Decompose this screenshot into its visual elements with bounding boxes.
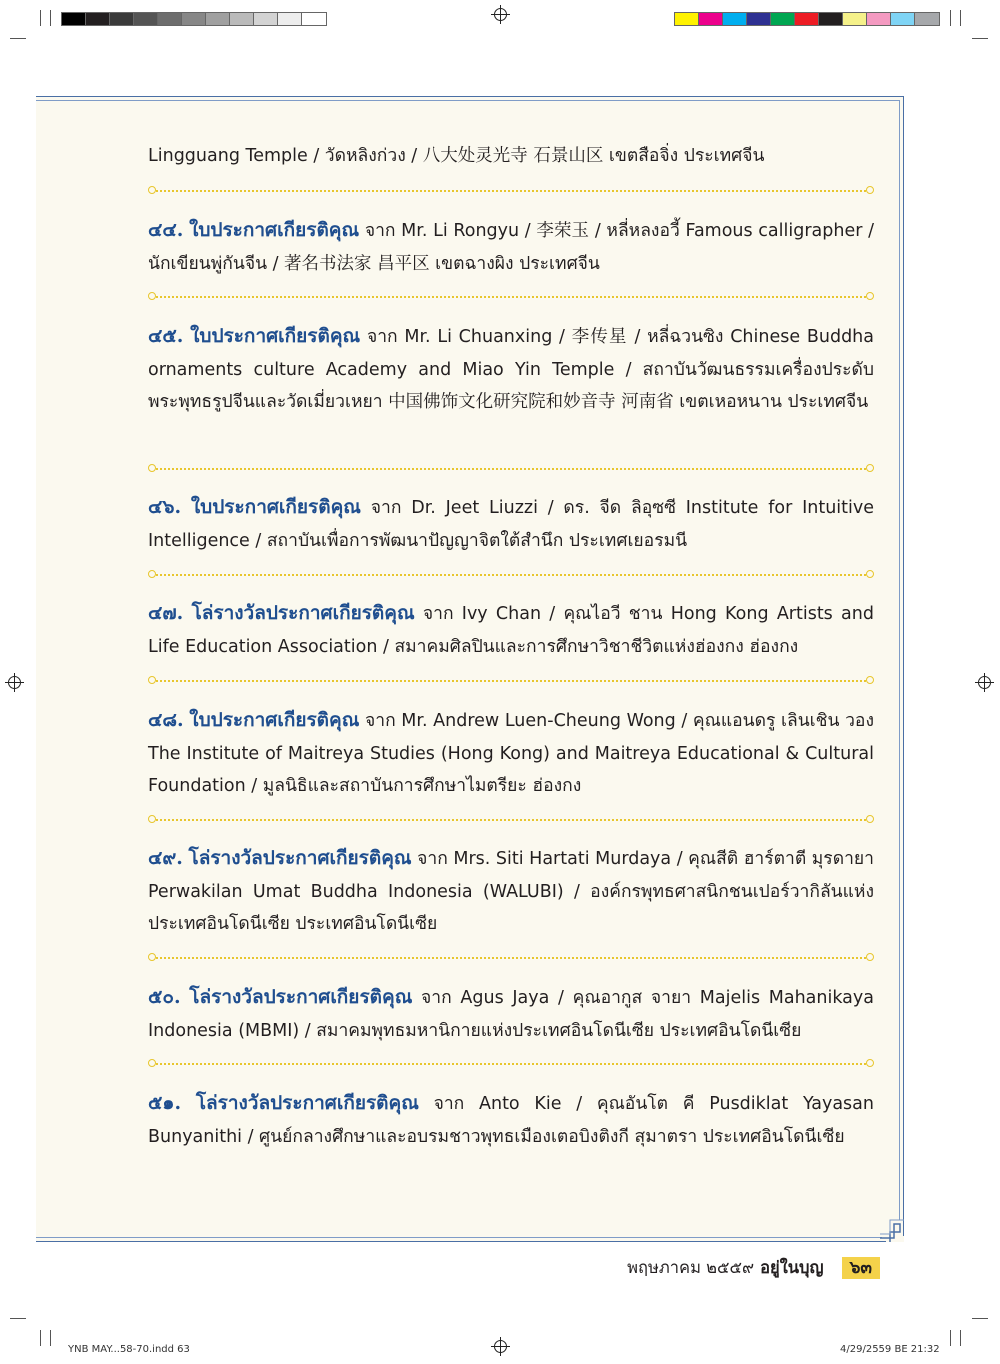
issue-date: พฤษภาคม ๒๕๕๙ xyxy=(627,1258,755,1277)
entry-text: จาก Dr. Jeet Liuzzi / ดร. จีด ลิอุซซี Institute for Intuitive Intelligence / สถาบันเพื่อการพัฒนาปัญญาจิตใต้สำนึก ประเทศเยอรมนี xyxy=(148,498,874,551)
entry-text: จาก Agus Jaya / คุณอากูส จายา Majelis Mahanikaya Indonesia (MBMI) / สมาคมพุทธมหานิกายแห่งประเทศอินโดนีเซีย ประเทศอินโดนีเซีย xyxy=(148,988,874,1041)
entry-number: ๔๖. xyxy=(148,496,182,518)
frame-border xyxy=(36,1237,882,1238)
frame-border xyxy=(36,1241,886,1242)
page-number: ๖๓ xyxy=(842,1257,880,1279)
registration-mark-icon xyxy=(8,676,21,689)
crop-mark xyxy=(950,10,951,26)
entry-title: โล่รางวัลประกาศเกียรติคุณ xyxy=(195,1092,419,1114)
entry-title: ใบประกาศเกียรติคุณ xyxy=(189,709,360,731)
crop-mark xyxy=(950,1330,951,1346)
calibration-swatch xyxy=(254,13,278,25)
entry-number: ๔๙. xyxy=(148,847,183,869)
frame-border xyxy=(903,96,904,1236)
calibration-swatch xyxy=(843,13,867,25)
calibration-swatch xyxy=(302,13,326,25)
crop-mark xyxy=(40,10,41,26)
crop-mark xyxy=(50,1330,51,1346)
dotted-divider xyxy=(148,570,874,580)
calibration-swatch xyxy=(158,13,182,25)
calibration-swatch xyxy=(795,13,819,25)
dotted-divider xyxy=(148,676,874,686)
print-slug-timestamp: 4/29/2559 BE 21:32 xyxy=(840,1344,940,1355)
calibration-swatch xyxy=(771,13,795,25)
crop-mark xyxy=(40,1330,41,1346)
frame-border xyxy=(899,100,900,1220)
dotted-divider xyxy=(148,292,874,302)
entry-text: Lingguang Temple / วัดหลิงก่วง / 八大处灵光寺 石景山区 เขตสือจิ่ง ประเทศจีน xyxy=(148,146,765,166)
calibration-swatch xyxy=(699,13,723,25)
entry-text: จาก Mr. Li Chuanxing / 李传星 / หลี่ฉวนซิง Chinese Buddha ornaments culture Academy and Miao Yin Temple / สถาบันวัฒนธรรมเครื่องประดับพระพุทธรูปจีนและวัดเมี่ยวเหยา 中国佛饰文化研究院和妙音寺 河南省 เขตเหอหนาน ประเทศจีน xyxy=(148,327,874,412)
entry-number: ๔๔. xyxy=(148,219,184,241)
entry-number: ๕๑. xyxy=(148,1092,182,1114)
list-item xyxy=(148,842,874,941)
crop-mark xyxy=(50,10,51,26)
entry-title: โล่รางวัลประกาศเกียรติคุณ xyxy=(191,602,415,624)
calibration-swatch xyxy=(86,13,110,25)
registration-mark-icon xyxy=(978,676,991,689)
list-item xyxy=(148,981,874,1047)
calibration-swatch xyxy=(915,13,939,25)
color-calibration-bar xyxy=(675,13,939,25)
entry-title: โล่รางวัลประกาศเกียรติคุณ xyxy=(189,986,413,1008)
crop-mark xyxy=(10,38,26,39)
print-slug-file: YNB MAY...58-70.indd 63 xyxy=(68,1344,190,1355)
frame-border xyxy=(36,96,904,97)
calibration-swatch xyxy=(723,13,747,25)
entry-title: ใบประกาศเกียรติคุณ xyxy=(190,496,361,518)
grayscale-calibration-bar xyxy=(62,13,326,25)
entry-text: จาก Mrs. Siti Hartati Murdaya / คุณสีติ ฮาร์ตาตี มุรดายา Perwakilan Umat Buddha Indonesia (WALUBI) / องค์กรพุทธศาสนิกชนเปอร์วากิลันแห่งประเทศอินโดนีเซีย ประเทศอินโดนีเซีย xyxy=(148,849,874,934)
dotted-divider xyxy=(148,1059,874,1069)
calibration-swatch xyxy=(206,13,230,25)
list-item xyxy=(148,320,874,419)
registration-mark-icon xyxy=(494,1340,507,1353)
entry-title: ใบประกาศเกียรติคุณ xyxy=(189,219,360,241)
calibration-swatch xyxy=(819,13,843,25)
entry-number: ๔๗. xyxy=(148,602,184,624)
calibration-swatch xyxy=(675,13,699,25)
calibration-swatch xyxy=(230,13,254,25)
registration-mark-icon xyxy=(494,8,507,21)
crop-mark xyxy=(972,1318,988,1319)
list-item xyxy=(148,491,874,557)
dotted-divider xyxy=(148,953,874,963)
entry-text: จาก Mr. Andrew Luen-Cheung Wong / คุณแอนดรู เลินเชิน วอง The Institute of Maitreya Studies (Hong Kong) and Maitreya Educational & Cultural Foundation / มูลนิธิและสถาบันการศึกษาไมตรียะ ฮ่องกง xyxy=(148,711,874,796)
dotted-divider xyxy=(148,464,874,474)
crop-mark xyxy=(960,10,961,26)
dotted-divider xyxy=(148,815,874,825)
entry-number: ๕๐. xyxy=(148,986,181,1008)
calibration-swatch xyxy=(891,13,915,25)
entry-title: ใบประกาศเกียรติคุณ xyxy=(190,325,361,347)
entry-number: ๔๘. xyxy=(148,709,184,731)
calibration-swatch xyxy=(278,13,302,25)
calibration-swatch xyxy=(182,13,206,25)
frame-corner-ornament-icon xyxy=(880,1218,904,1242)
calibration-swatch xyxy=(747,13,771,25)
magazine-name: อยู่ในบุญ xyxy=(760,1258,824,1277)
frame-border xyxy=(36,100,900,101)
calibration-swatch xyxy=(867,13,891,25)
crop-mark xyxy=(10,1318,26,1319)
list-item xyxy=(148,214,874,280)
crop-mark xyxy=(960,1330,961,1346)
entry-number: ๔๕. xyxy=(148,325,184,347)
crop-mark xyxy=(972,38,988,39)
dotted-divider xyxy=(148,186,874,196)
calibration-swatch xyxy=(110,13,134,25)
page-footer xyxy=(560,1256,880,1280)
calibration-swatch xyxy=(134,13,158,25)
list-item xyxy=(148,1087,874,1153)
entry-title: โล่รางวัลประกาศเกียรติคุณ xyxy=(188,847,412,869)
entry-text: จาก Ivy Chan / คุณไอวี ชาน Hong Kong Artists and Life Education Association / สมาคมศิลปินและการศึกษาวิชาชีวิตแห่งฮ่องกง ฮ่องกง xyxy=(148,604,874,657)
list-item xyxy=(148,597,874,663)
list-item xyxy=(148,140,874,173)
entry-text: จาก Anto Kie / คุณอันโต คี Pusdiklat Yayasan Bunyanithi / ศูนย์กลางศึกษาและอบรมชาวพุทธเมืองเตอบิงติงกี สุมาตรา ประเทศอินโดนีเซีย xyxy=(148,1094,874,1147)
calibration-swatch xyxy=(62,13,86,25)
list-item xyxy=(148,704,874,803)
entry-text: จาก Mr. Li Rongyu / 李荣玉 / หลี่หลงอวี้ Famous calligrapher / นักเขียนพู่กันจีน / 著名书法家 昌平区 เขตฉางผิง ประเทศจีน xyxy=(148,221,874,274)
